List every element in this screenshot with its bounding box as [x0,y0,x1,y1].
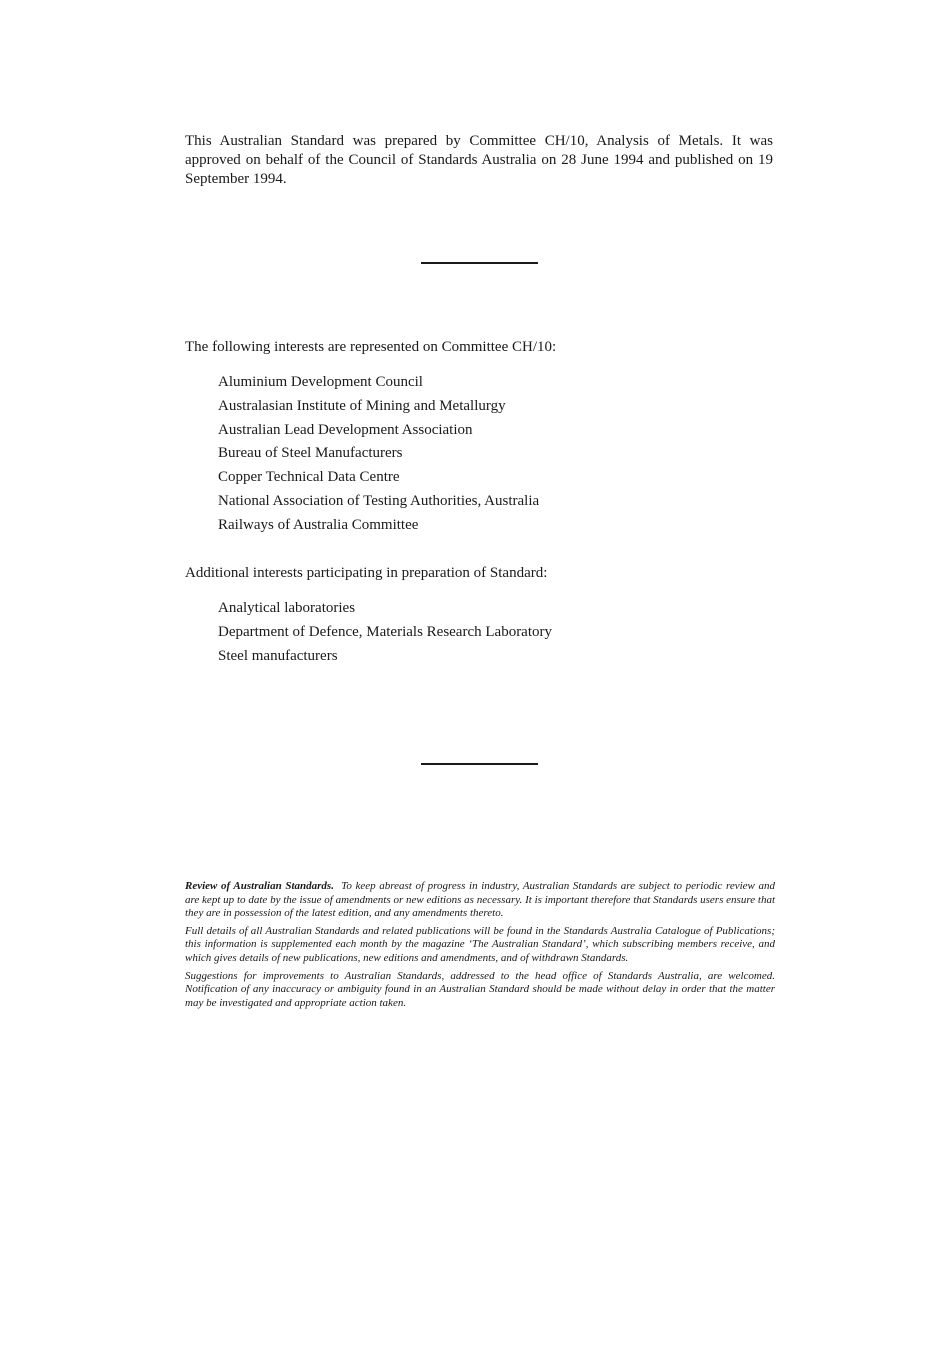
list-item: Aluminium Development Council [218,374,423,390]
committee-heading: The following interests are represented on Committee CH/10: [185,339,557,355]
divider-rule [421,262,538,264]
divider-rule [421,763,538,765]
review-note-text: To keep abreast of progress in industry, Australian Standards are subject to periodic review and are kept up to date by the issue of amendments or new editions as necessary. It is important therefore that Standards users ensure that they are in possession of the latest edition, and any amendments thereto. [185,880,775,920]
list-item: Analytical laboratories [218,600,356,616]
list-item: Bureau of Steel Manufacturers [218,445,403,462]
additional-interests-heading: Additional interests participating in preparation of Standard: [185,565,548,581]
additional-interests-list [218,599,552,670]
review-note-title: Review of Australian Standards. [185,880,334,892]
list-item: Steel manufacturers [218,647,338,664]
list-item: Australasian Institute of Mining and Metallurgy [218,397,506,414]
suggestions-note-paragraph: Suggestions for improvements to Australian Standards, addressed to the head office of Standards Australia, are welcomed. Notification of any inaccuracy or ambiguity found in an Australian Standard should be made without delay in order that the matter may be investigated and appropriate action taken. [185,969,775,1009]
list-item: National Association of Testing Authorities, Australia [218,492,540,509]
intro-paragraph: This Australian Standard was prepared by Committee CH/10, Analysis of Metals. It was approved on behalf of the Council of Standards Australia on 28 June 1994 and published on 19 September 1994. [185,133,773,187]
list-item: Railways of Australia Committee [218,516,419,533]
catalogue-note-paragraph: Full details of all Australian Standards and related publications will be found in the Standards Australia Catalogue of Publications; this information is supplemented each month by the magazine ‘The Australian Standard’, which subscribing members receive, and which gives details of new publications, new editions and amendments, and of withdrawn Standards. [185,924,775,964]
list-item: Department of Defence, Materials Research Laboratory [218,623,553,640]
review-notes [185,880,775,1014]
committee-member-list [218,373,539,540]
list-item: Copper Technical Data Centre [218,469,400,486]
list-item: Australian Lead Development Association [218,421,473,438]
review-note-paragraph [185,880,775,921]
